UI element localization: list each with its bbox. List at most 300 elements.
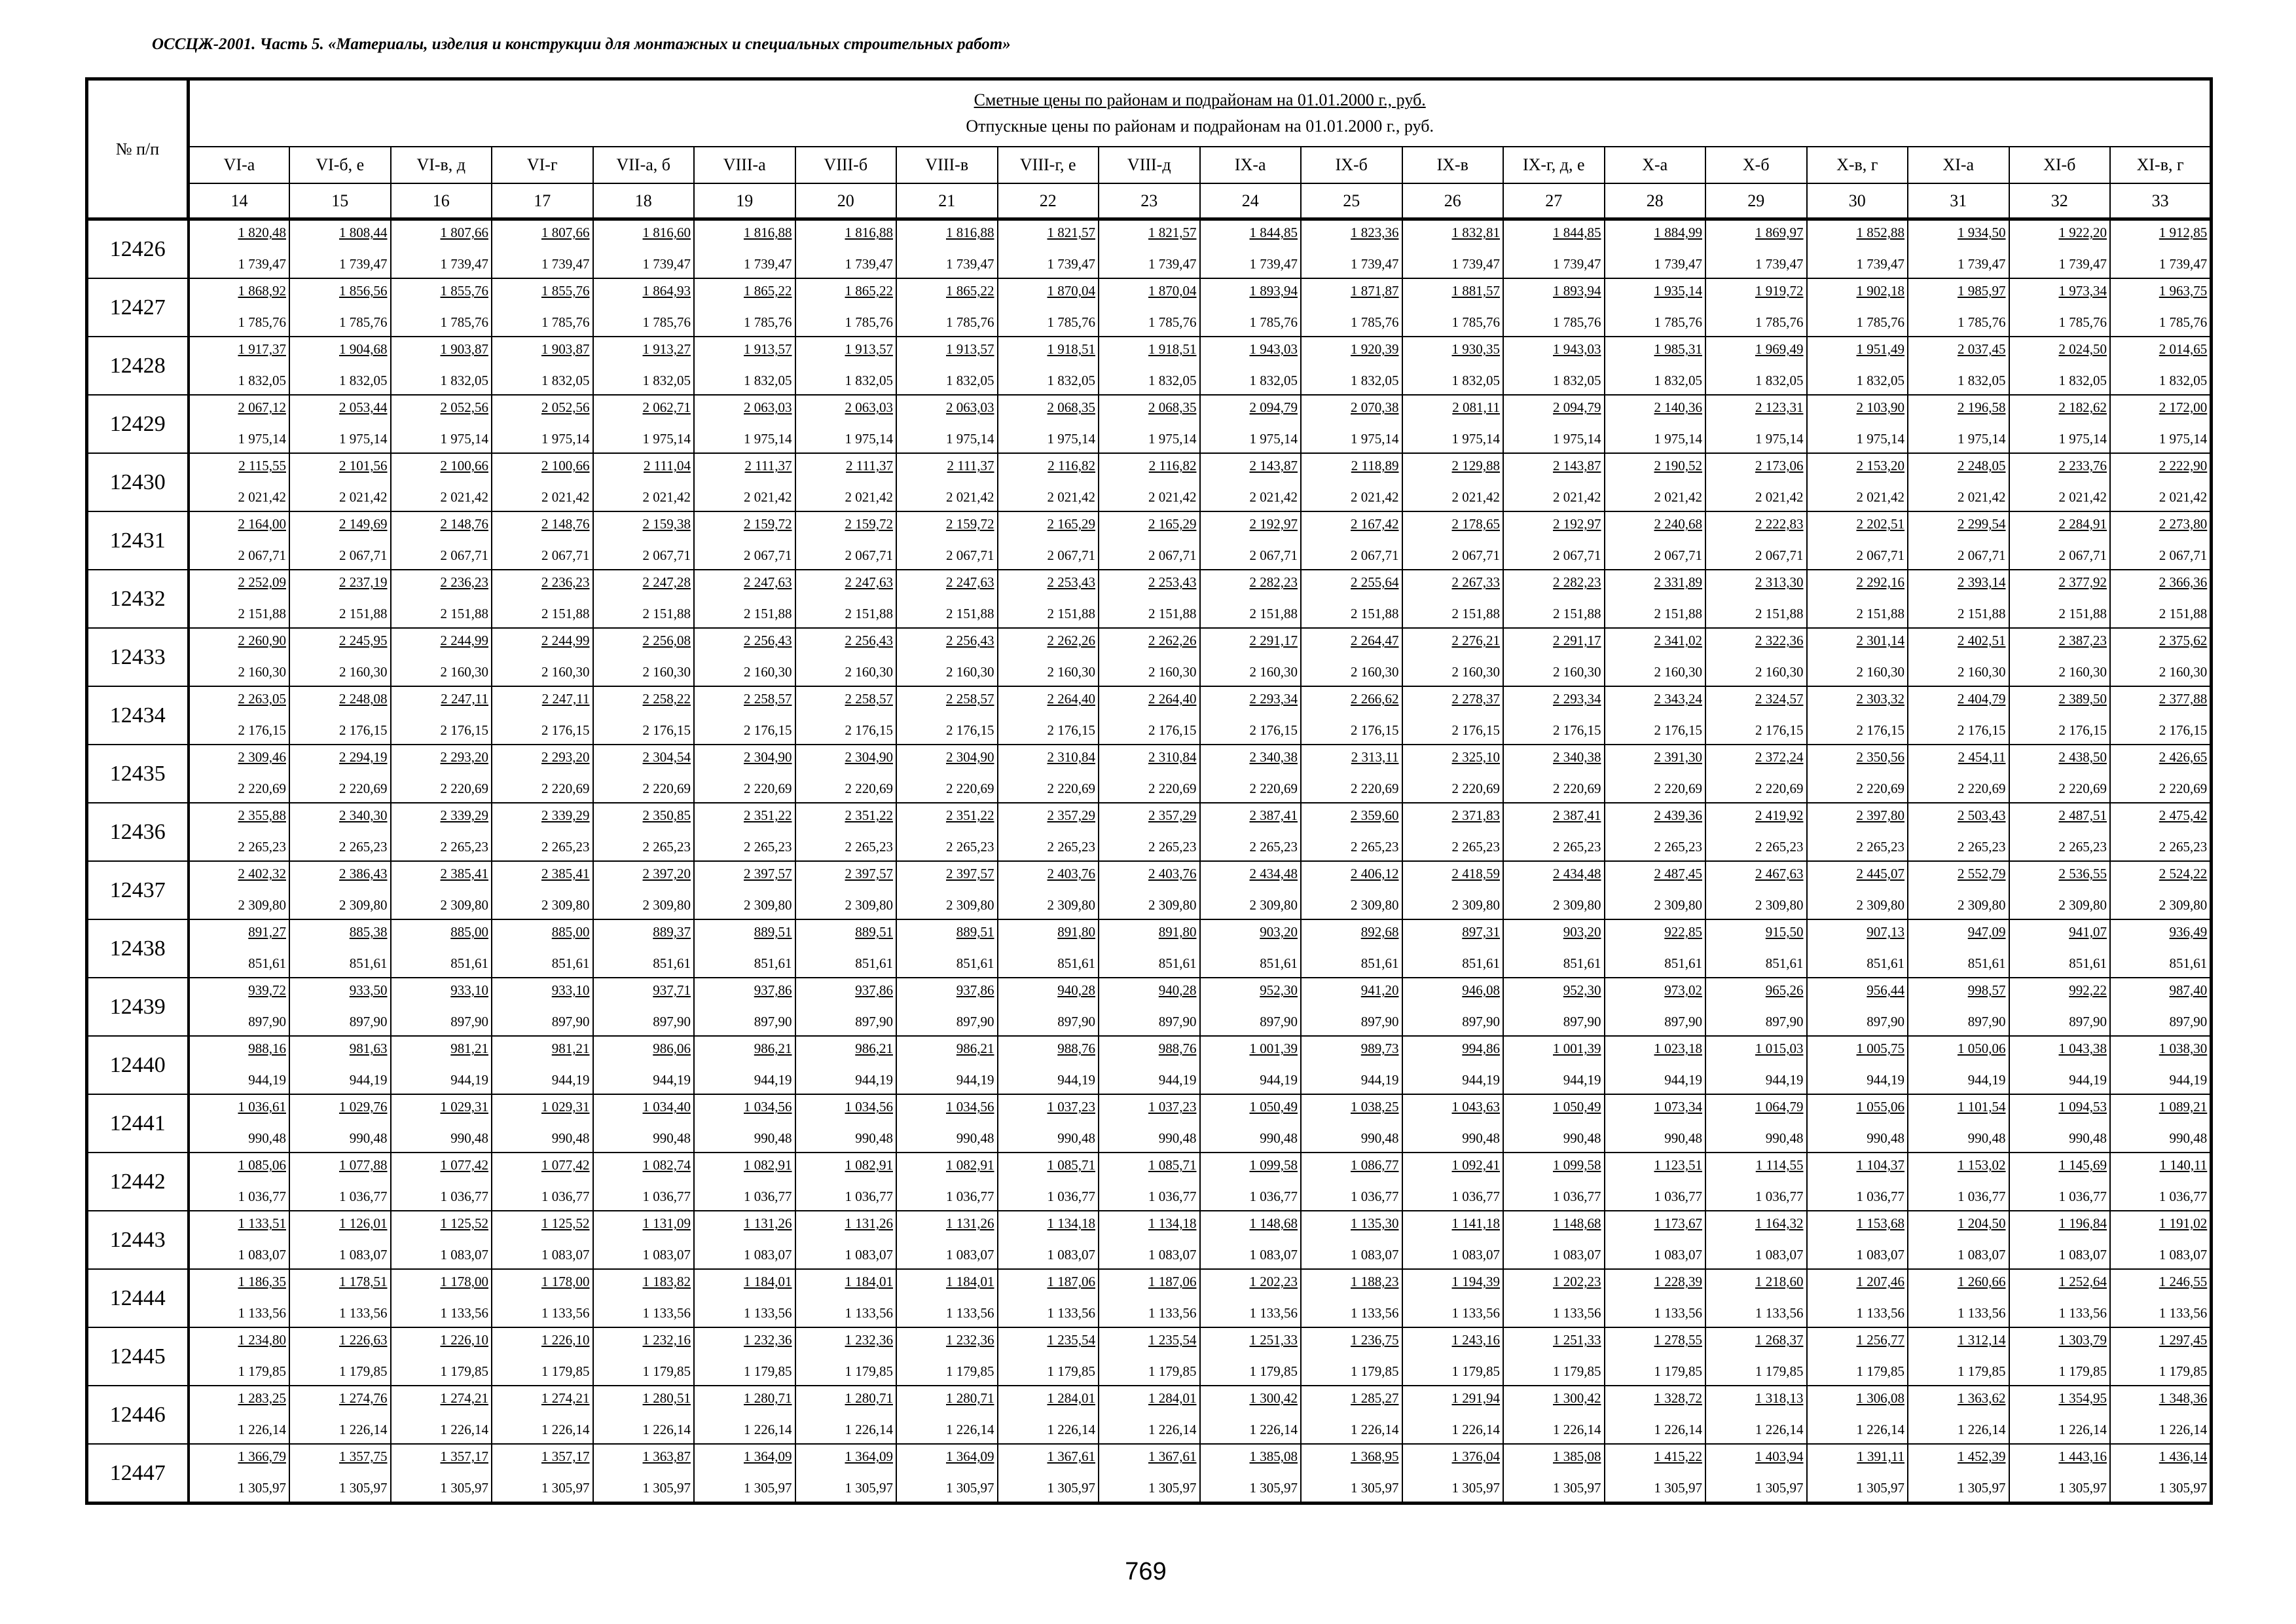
price-cell (593, 1444, 695, 1504)
price-cell (1605, 1211, 1706, 1269)
price-cell (1301, 395, 1402, 453)
estimate-price: 1 934,50 (1958, 225, 2006, 240)
release-price: 1 133,56 (2058, 1305, 2107, 1321)
price-cell (998, 1211, 1099, 1269)
estimate-price: 1 001,39 (1553, 1041, 1601, 1056)
release-price: 1 226,14 (1755, 1422, 1804, 1437)
price-cell (1402, 628, 1504, 686)
release-price: 1 785,76 (1958, 314, 2006, 330)
price-cell (1908, 1153, 2009, 1211)
price-cell (289, 395, 391, 453)
release-price: 2 176,15 (1148, 722, 1197, 738)
estimate-price: 1 082,91 (845, 1157, 893, 1173)
table-row (87, 978, 2212, 1036)
estimate-price: 2 143,87 (1553, 458, 1601, 473)
price-cell (2009, 278, 2111, 337)
release-price: 2 021,42 (2058, 489, 2107, 505)
estimate-price: 2 419,92 (1755, 807, 1804, 823)
price-cell (1908, 1269, 2009, 1327)
release-price: 2 265,23 (1856, 839, 1904, 855)
release-price: 1 226,14 (744, 1422, 792, 1437)
release-price: 2 309,80 (1654, 897, 1702, 913)
price-cell (391, 395, 492, 453)
estimate-price: 2 355,88 (238, 807, 286, 823)
estimate-price: 936,49 (2169, 924, 2208, 940)
release-price: 1 083,07 (1249, 1247, 1298, 1263)
price-cell (896, 1444, 998, 1504)
price-cell (896, 1036, 998, 1094)
estimate-price: 937,71 (653, 982, 691, 998)
price-cell (289, 453, 391, 511)
estimate-price: 1 251,33 (1553, 1332, 1601, 1348)
price-cell (492, 1036, 593, 1094)
estimate-price: 1 131,26 (946, 1215, 994, 1231)
row-number-header: № п/п (87, 79, 189, 219)
estimate-price: 2 100,66 (541, 458, 590, 473)
release-price: 1 036,77 (946, 1189, 994, 1204)
estimate-price: 892,68 (1360, 924, 1399, 940)
estimate-price: 2 111,04 (644, 458, 691, 473)
price-cell (1705, 1386, 1807, 1444)
price-cell (2110, 686, 2212, 745)
estimate-price: 903,20 (1260, 924, 1298, 940)
release-price: 2 151,88 (1148, 606, 1197, 621)
estimate-price: 1 855,76 (440, 283, 488, 299)
estimate-price: 1 300,42 (1249, 1390, 1298, 1406)
estimate-price: 885,00 (450, 924, 488, 940)
price-cell (1200, 1094, 1302, 1153)
release-price: 1 036,77 (1755, 1189, 1804, 1204)
price-cell (2110, 278, 2212, 337)
estimate-price: 1 868,92 (238, 283, 286, 299)
column-number: 25 (1301, 183, 1402, 219)
release-price: 2 176,15 (2159, 722, 2208, 738)
estimate-price: 1 038,30 (2159, 1041, 2208, 1056)
estimate-price: 2 256,43 (845, 633, 893, 648)
release-price: 1 083,07 (642, 1247, 691, 1263)
estimate-price: 1 870,04 (1047, 283, 1095, 299)
price-cell (896, 1211, 998, 1269)
price-cell (1301, 1153, 1402, 1211)
estimate-price: 1 367,61 (1047, 1449, 1095, 1464)
estimate-price: 2 253,43 (1047, 574, 1095, 590)
estimate-price: 1 823,36 (1351, 225, 1399, 240)
price-cell (694, 570, 795, 628)
release-price: 1 785,76 (2058, 314, 2107, 330)
price-cell (2009, 1211, 2111, 1269)
table-row (87, 1444, 2212, 1504)
price-cell (795, 1444, 897, 1504)
estimate-price: 1 153,02 (1958, 1157, 2006, 1173)
release-price: 1 133,56 (1856, 1305, 1904, 1321)
estimate-price: 1 232,36 (946, 1332, 994, 1348)
price-cell (289, 1386, 391, 1444)
price-cell (2110, 1211, 2212, 1269)
estimate-price: 1 029,31 (541, 1099, 590, 1115)
price-cell (2110, 919, 2212, 978)
price-cell (1301, 1036, 1402, 1094)
price-cell (593, 919, 695, 978)
release-price: 2 151,88 (238, 606, 286, 621)
price-cell (1402, 278, 1504, 337)
release-price: 2 160,30 (1856, 664, 1904, 680)
release-price: 2 160,30 (1451, 664, 1500, 680)
price-cell (593, 1036, 695, 1094)
estimate-price: 2 438,50 (2058, 749, 2107, 765)
estimate-price: 2 118,89 (1351, 458, 1399, 473)
price-cell (492, 337, 593, 395)
estimate-price: 1 218,60 (1755, 1274, 1804, 1289)
release-price: 1 226,14 (2159, 1422, 2208, 1437)
estimate-price: 1 807,66 (541, 225, 590, 240)
table-row (87, 219, 2212, 279)
row-number: 12447 (87, 1444, 189, 1504)
price-cell (795, 861, 897, 919)
estimate-price: 2 240,68 (1654, 516, 1702, 532)
release-price: 851,61 (1867, 955, 1904, 971)
release-price: 1 179,85 (744, 1363, 792, 1379)
release-price: 2 067,71 (238, 547, 286, 563)
estimate-price: 2 343,24 (1654, 691, 1702, 707)
estimate-price: 2 165,29 (1047, 516, 1095, 532)
price-cell (1705, 978, 1807, 1036)
release-price: 2 151,88 (1654, 606, 1702, 621)
release-price: 990,48 (551, 1130, 590, 1146)
price-cell (1301, 861, 1402, 919)
region-header: VI-г (492, 147, 593, 183)
release-price: 2 265,23 (1451, 839, 1500, 855)
estimate-price: 2 439,36 (1654, 807, 1702, 823)
estimate-price: 1 184,01 (744, 1274, 792, 1289)
row-number: 12446 (87, 1386, 189, 1444)
release-price: 1 785,76 (2159, 314, 2208, 330)
release-price: 1 739,47 (1958, 256, 2006, 272)
estimate-price: 2 052,56 (440, 399, 488, 415)
release-price: 1 785,76 (440, 314, 488, 330)
price-cell (593, 686, 695, 745)
estimate-price: 1 050,49 (1249, 1099, 1298, 1115)
price-cell (1099, 628, 1200, 686)
price-cell (391, 1444, 492, 1504)
release-price: 944,19 (2169, 1072, 2208, 1088)
estimate-price: 1 207,46 (1856, 1274, 1904, 1289)
estimate-price: 2 385,41 (440, 866, 488, 881)
estimate-price: 940,28 (1057, 982, 1095, 998)
estimate-price: 1 092,41 (1451, 1157, 1500, 1173)
price-cell (391, 453, 492, 511)
release-price: 2 067,71 (642, 547, 691, 563)
release-price: 2 067,71 (1451, 547, 1500, 563)
price-cell (189, 1269, 290, 1327)
release-price: 2 309,80 (1351, 897, 1399, 913)
estimate-price: 2 387,41 (1553, 807, 1601, 823)
estimate-price: 986,21 (956, 1041, 994, 1056)
estimate-price: 2 351,22 (845, 807, 893, 823)
price-cell (1099, 1211, 1200, 1269)
release-price: 1 832,05 (2058, 373, 2107, 388)
price-cell (1705, 919, 1807, 978)
price-cell (1605, 803, 1706, 861)
price-cell (289, 628, 391, 686)
row-number: 12437 (87, 861, 189, 919)
release-price: 1 226,14 (1451, 1422, 1500, 1437)
price-cell (1908, 219, 2009, 279)
release-price: 1 739,47 (2058, 256, 2107, 272)
price-cell (189, 1094, 290, 1153)
estimate-price: 2 304,90 (744, 749, 792, 765)
release-price: 1 739,47 (1451, 256, 1500, 272)
release-price: 897,90 (1462, 1014, 1500, 1029)
release-price: 2 067,71 (845, 547, 893, 563)
release-price: 2 309,80 (1451, 897, 1500, 913)
release-price: 1 179,85 (845, 1363, 893, 1379)
estimate-price: 2 350,56 (1856, 749, 1904, 765)
price-cell (1099, 686, 1200, 745)
estimate-price: 1 951,49 (1856, 341, 1904, 357)
release-price: 2 220,69 (1755, 781, 1804, 796)
price-cell (189, 1444, 290, 1504)
price-cell (593, 219, 695, 279)
release-price: 1 083,07 (2159, 1247, 2208, 1263)
release-price: 2 151,88 (1351, 606, 1399, 621)
release-price: 944,19 (956, 1072, 994, 1088)
estimate-price: 947,09 (1967, 924, 2006, 940)
estimate-price: 2 387,23 (2058, 633, 2107, 648)
release-price: 1 179,85 (1958, 1363, 2006, 1379)
estimate-price: 1 082,91 (744, 1157, 792, 1173)
estimate-price: 2 386,43 (339, 866, 388, 881)
region-header: XI-а (1908, 147, 2009, 183)
estimate-price: 987,40 (2169, 982, 2208, 998)
estimate-price: 2 182,62 (2058, 399, 2107, 415)
price-cell (1402, 861, 1504, 919)
estimate-price: 2 340,38 (1249, 749, 1298, 765)
estimate-price: 1 364,09 (946, 1449, 994, 1464)
estimate-price: 2 067,12 (238, 399, 286, 415)
estimate-price: 2 366,36 (2159, 574, 2208, 590)
price-cell (593, 628, 695, 686)
estimate-price: 2 397,57 (744, 866, 792, 881)
table-title-line-1: Сметные цены по районам и подрайонам на 01.01.2000 г., руб. (974, 90, 1426, 109)
estimate-price: 1 235,54 (1047, 1332, 1095, 1348)
release-price: 1 305,97 (1654, 1480, 1702, 1496)
price-cell (2009, 219, 2111, 279)
price-cell (1200, 978, 1302, 1036)
estimate-price: 2 276,21 (1451, 633, 1500, 648)
price-cell (1807, 803, 1908, 861)
release-price: 1 179,85 (1654, 1363, 1702, 1379)
price-cell (1301, 1444, 1402, 1504)
price-cell (795, 919, 897, 978)
estimate-price: 2 143,87 (1249, 458, 1298, 473)
estimate-price: 1 903,87 (440, 341, 488, 357)
release-price: 990,48 (1462, 1130, 1500, 1146)
table-row (87, 1153, 2212, 1211)
estimate-price: 1 844,85 (1553, 225, 1601, 240)
estimate-price: 1 436,14 (2159, 1449, 2208, 1464)
estimate-price: 2 256,43 (946, 633, 994, 648)
release-price: 2 220,69 (1351, 781, 1399, 796)
estimate-price: 2 434,48 (1249, 866, 1298, 881)
estimate-price: 988,16 (248, 1041, 286, 1056)
price-cell (1200, 628, 1302, 686)
release-price: 1 226,14 (1958, 1422, 2006, 1437)
release-price: 1 305,97 (440, 1480, 488, 1496)
price-cell (1200, 337, 1302, 395)
price-cell (1503, 1327, 1605, 1386)
release-price: 897,90 (1664, 1014, 1702, 1029)
estimate-price: 2 167,42 (1351, 516, 1399, 532)
price-cell (189, 337, 290, 395)
release-price: 1 083,07 (1047, 1247, 1095, 1263)
column-number-row (87, 183, 2212, 219)
release-price: 990,48 (1867, 1130, 1904, 1146)
price-cell (1705, 219, 1807, 279)
estimate-price: 2 258,57 (946, 691, 994, 707)
estimate-price: 2 247,11 (541, 691, 590, 707)
estimate-price: 903,20 (1563, 924, 1601, 940)
release-price: 1 226,14 (1654, 1422, 1702, 1437)
estimate-price: 1 357,17 (541, 1449, 590, 1464)
estimate-price: 2 341,02 (1654, 633, 1702, 648)
table-row (87, 1327, 2212, 1386)
release-price: 851,61 (956, 955, 994, 971)
estimate-price: 1 187,06 (1148, 1274, 1197, 1289)
price-cell (1200, 395, 1302, 453)
estimate-price: 2 165,29 (1148, 516, 1197, 532)
price-cell (896, 1327, 998, 1386)
release-price: 2 265,23 (1351, 839, 1399, 855)
release-price: 851,61 (1360, 955, 1399, 971)
price-cell (694, 395, 795, 453)
release-price: 897,90 (855, 1014, 893, 1029)
estimate-price: 1 085,71 (1047, 1157, 1095, 1173)
estimate-price: 1 816,88 (744, 225, 792, 240)
estimate-price: 2 247,63 (845, 574, 893, 590)
release-price: 2 220,69 (1047, 781, 1095, 796)
estimate-price: 2 233,76 (2058, 458, 2107, 473)
price-cell (289, 1444, 391, 1504)
release-price: 990,48 (1260, 1130, 1298, 1146)
release-price: 1 305,97 (2159, 1480, 2208, 1496)
price-cell (492, 278, 593, 337)
release-price: 1 133,56 (1351, 1305, 1399, 1321)
estimate-price: 2 256,08 (642, 633, 691, 648)
price-cell (189, 1036, 290, 1094)
price-cell (492, 745, 593, 803)
estimate-price: 1 832,81 (1451, 225, 1500, 240)
price-cell (391, 570, 492, 628)
estimate-price: 2 258,22 (642, 691, 691, 707)
price-cell (1908, 1036, 2009, 1094)
release-price: 2 309,80 (2159, 897, 2208, 913)
release-price: 851,61 (653, 955, 691, 971)
release-price: 851,61 (1057, 955, 1095, 971)
release-price: 2 067,71 (744, 547, 792, 563)
price-cell (391, 1327, 492, 1386)
price-cell (1301, 803, 1402, 861)
estimate-price: 2 397,80 (1856, 807, 1904, 823)
price-cell (1301, 337, 1402, 395)
estimate-price: 2 313,30 (1755, 574, 1804, 590)
price-cell (1402, 1444, 1504, 1504)
title-row (87, 79, 2212, 147)
price-cell (1200, 1327, 1302, 1386)
estimate-price: 1 148,68 (1249, 1215, 1298, 1231)
estimate-price: 1 452,39 (1958, 1449, 2006, 1464)
estimate-price: 2 253,43 (1148, 574, 1197, 590)
release-price: 1 036,77 (1958, 1189, 2006, 1204)
estimate-price: 2 222,90 (2159, 458, 2208, 473)
release-price: 2 265,23 (238, 839, 286, 855)
estimate-price: 2 264,40 (1047, 691, 1095, 707)
release-price: 990,48 (855, 1130, 893, 1146)
estimate-price: 940,28 (1158, 982, 1197, 998)
estimate-price: 1 852,88 (1856, 225, 1904, 240)
release-price: 2 151,88 (440, 606, 488, 621)
release-price: 1 179,85 (1451, 1363, 1500, 1379)
estimate-price: 2 062,71 (642, 399, 691, 415)
release-price: 1 739,47 (1249, 256, 1298, 272)
estimate-price: 2 264,47 (1351, 633, 1399, 648)
row-number: 12441 (87, 1094, 189, 1153)
price-cell (694, 1327, 795, 1386)
estimate-price: 2 263,05 (238, 691, 286, 707)
estimate-price: 1 055,06 (1856, 1099, 1904, 1115)
price-cell (1908, 978, 2009, 1036)
release-price: 2 160,30 (2058, 664, 2107, 680)
estimate-price: 1 884,99 (1654, 225, 1702, 240)
price-cell (189, 453, 290, 511)
estimate-price: 2 140,36 (1654, 399, 1702, 415)
estimate-price: 1 328,72 (1654, 1390, 1702, 1406)
row-number: 12432 (87, 570, 189, 628)
estimate-price: 2 387,41 (1249, 807, 1298, 823)
price-cell (1807, 628, 1908, 686)
estimate-price: 1 821,57 (1047, 225, 1095, 240)
release-price: 1 975,14 (1047, 431, 1095, 447)
release-price: 944,19 (349, 1072, 388, 1088)
price-cell (1503, 745, 1605, 803)
estimate-price: 2 244,99 (541, 633, 590, 648)
estimate-price: 2 255,64 (1351, 574, 1399, 590)
release-price: 1 036,77 (238, 1189, 286, 1204)
price-cell (1908, 861, 2009, 919)
release-price: 2 176,15 (1654, 722, 1702, 738)
price-cell (998, 453, 1099, 511)
column-number: 18 (593, 183, 695, 219)
price-cell (2110, 219, 2212, 279)
estimate-price: 2 351,22 (744, 807, 792, 823)
price-cell (1807, 395, 1908, 453)
release-price: 1 036,77 (1351, 1189, 1399, 1204)
release-price: 990,48 (1664, 1130, 1702, 1146)
release-price: 2 151,88 (1856, 606, 1904, 621)
price-cell (1807, 1153, 1908, 1211)
release-price: 2 309,80 (1047, 897, 1095, 913)
release-price: 1 133,56 (744, 1305, 792, 1321)
price-cell (2110, 337, 2212, 395)
release-price: 1 975,14 (2058, 431, 2107, 447)
table-row (87, 803, 2212, 861)
price-cell (1503, 1094, 1605, 1153)
release-price: 1 036,77 (2058, 1189, 2107, 1204)
estimate-price: 1 099,58 (1249, 1157, 1298, 1173)
price-cell (2009, 1327, 2111, 1386)
release-price: 2 151,88 (744, 606, 792, 621)
estimate-price: 994,86 (1462, 1041, 1500, 1056)
estimate-price: 1 131,26 (845, 1215, 893, 1231)
